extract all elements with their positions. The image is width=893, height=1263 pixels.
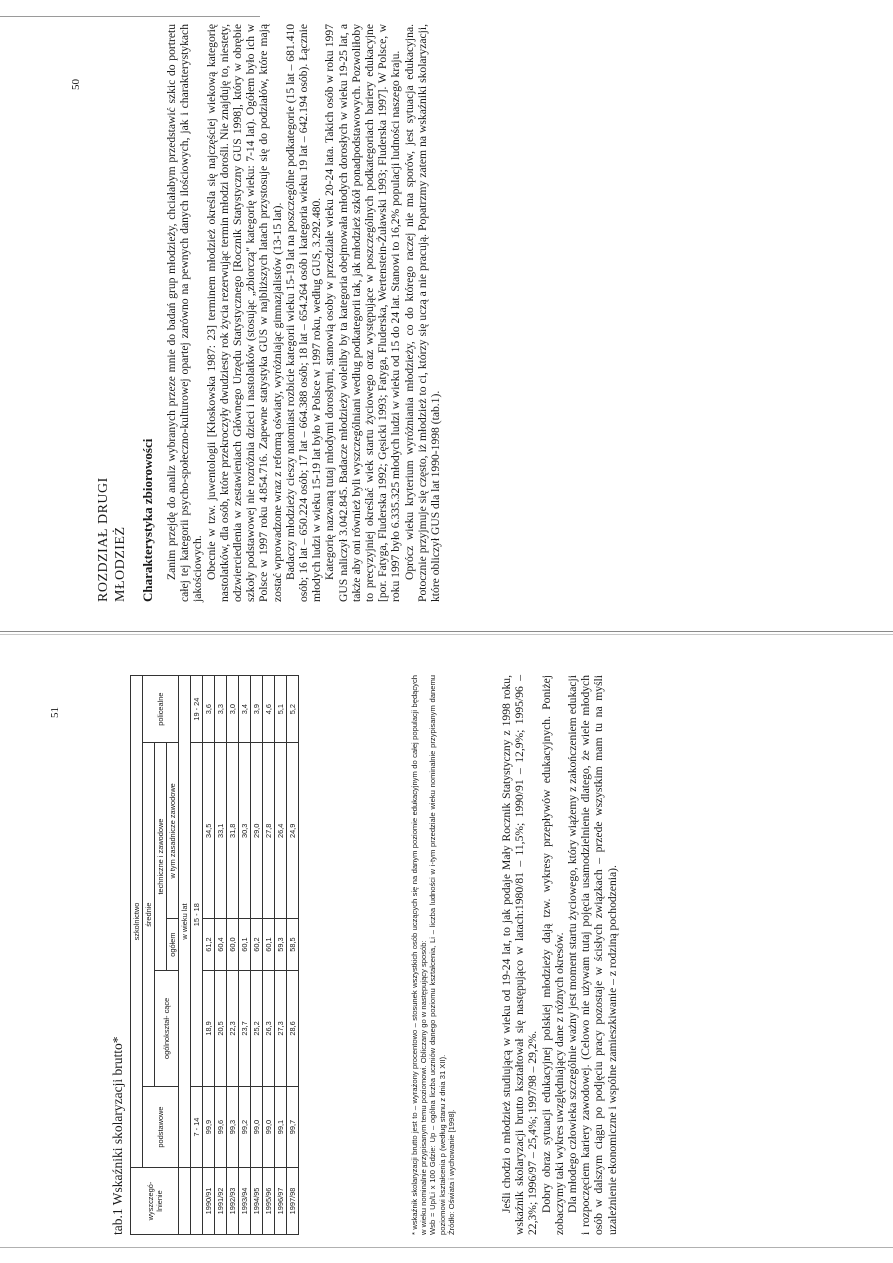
table-cell: 3,4	[239, 676, 251, 743]
table-cell: 99,2	[239, 1087, 251, 1168]
table-row	[215, 676, 227, 1235]
table-cell: 99,6	[215, 1087, 227, 1168]
table-cell: 23,7	[239, 970, 251, 1086]
header-cell: 15 - 18	[191, 743, 203, 1087]
paragraph: Oprócz wieku kryterium wyróżniania młodzieży, co do którego raczej nie ma sporów, jest sytuacja edukacyjna. Potocznie przyjmuje się często, iż młodzież to ci, którzy się uczą a nie pracują. Popatrzmy zatem na wskaźniki skolaryzacji, które obliczył GUS dla lat 1990-1998 (tab.1).	[402, 24, 443, 602]
table-cell: 34,5	[203, 743, 215, 919]
table-cell: 25,2	[251, 970, 263, 1086]
table-cell: 99,3	[227, 1087, 239, 1168]
table-cell: 60,0	[227, 919, 239, 970]
table-row	[239, 676, 251, 1235]
table-cell: 5,1	[275, 676, 287, 743]
header-cell: w wieku lat	[179, 676, 191, 1168]
table-row	[275, 676, 287, 1235]
table-footnotes	[410, 675, 456, 1235]
table-cell: 28,6	[287, 970, 299, 1086]
table-cell: 1996/97	[275, 1168, 287, 1235]
paragraph: Kategorię nazwaną tutaj młodymi dorosłymi, stanowią osoby w przedziale wieku 20-24 lata. Takich osób w roku 1997 GUS naliczył 3.042.845. Badacze młodzieży woleliby by ta kategoria obejmowała młodych dorosłych w wieku 19-25 lat, a także aby oni również byli wyszczególniani według podkategorii tak, jak młodzież szkół ponadpodstawowych. Pozwoliłoby to precyzyjniej określać wiek startu życiowego oraz występujące w poszczególnych podkategoriach bariery edukacyjne [por. Fatyga, Fluderska 1992; Gęsicki 1993; Fatyga, Fluderska, Wertenstein-Żuławski 1993; Fluderska 1997]. W Polsce, w roku 1997 było 6.335.325 młodych ludzi w wieku od 15 do 24 lat. Stanowi to 16,2% populacji ludności naszego kraju.	[323, 24, 403, 602]
table-row	[227, 676, 239, 1235]
table-row	[203, 676, 215, 1235]
footnote-source: Źródło: Oświata i wychowanie [1998].	[446, 1109, 456, 1235]
paragraph: Dla młodego człowieka szczególnie ważny jest moment startu życiowego, który wiążemy z zakończeniem edukacji i rozpoczęciem kariery zawodowej. (Celowo nie używam tutaj pojęcia usamodzielnienie dlatego, że wiele młodych osób w dalszym ciągu po podjęciu pracy pozostaje w ścisłych związkach – przede wszystkim mam tu na myśli uzależnienie ekonomiczne i wspólne zamieszkiwanie – z rodziną pochodzenia).	[566, 675, 619, 1235]
table-cell: 4,6	[263, 676, 275, 743]
schooling-rates-table	[130, 675, 299, 1235]
table-cell: 22,3	[227, 970, 239, 1086]
page-50	[0, 0, 893, 625]
header-cell: podstawowe	[143, 1087, 179, 1168]
chapter-subtitle: MŁODZIEŻ	[113, 526, 128, 602]
table-cell: 33,1	[215, 743, 227, 919]
table-cell: 1992/93	[227, 1168, 239, 1235]
table-cell: 99,1	[275, 1087, 287, 1168]
paragraph: Dobry obraz sytuacji edukacyjnej polskiej młodzieży dają tzw. wykresy przepływów edukacyjnych. Poniżej zobaczymy taki wykres uwzględniający dane z różnych okresów.	[539, 675, 566, 1235]
header-cell: ogólnokształ- cące	[155, 970, 179, 1086]
page-number: 51	[49, 707, 61, 718]
table-cell: 58,5	[287, 919, 299, 970]
table-cell: 99,7	[287, 1087, 299, 1168]
table-row	[287, 676, 299, 1235]
header-cell	[179, 1168, 191, 1235]
header-cell	[191, 1168, 203, 1235]
table-cell: 5,2	[287, 676, 299, 743]
table-cell: 60,1	[239, 919, 251, 970]
table-cell: 18,9	[203, 970, 215, 1086]
footnote: Wsb = Up/Li x 100 Gdzie: Up – ogólna liczba uczniów danego poziomu kształcenia, Li – liczba ludności w i-tym przedziale wieku nominalnie przypisanym danemu poziomowi kształcenia p (według stanu z dnia 31 XII).	[428, 675, 447, 1235]
footnote: * wskaźnik skolaryzacji brutto jest to – wyrażony procentowo – stosunek wszystkich osób uczących się na danym poziomie edukacyjnym do całej populacji będących w wieku nominalnie przypisanym temu poziomowi. Obliczany go w następujący sposób:	[410, 675, 429, 1235]
table-cell: 99,0	[263, 1087, 275, 1168]
table-cell: 27,3	[275, 970, 287, 1086]
table-cell: 27,8	[263, 743, 275, 919]
page-number-51	[45, 707, 63, 718]
header-cell: wyszczegó- lnienie	[131, 1168, 179, 1235]
page-51-body	[500, 675, 619, 1235]
page-divider-2	[0, 634, 893, 635]
page-number: 50	[70, 79, 82, 90]
table-row	[251, 676, 263, 1235]
header-cell: 7 - 14	[191, 1087, 203, 1168]
chapter-heading	[95, 22, 129, 602]
table-cell: 60,1	[263, 919, 275, 970]
table-cell: 59,3	[275, 919, 287, 970]
header-cell: 19 - 24	[191, 676, 203, 743]
header-cell: w tym zasadnicze zawodowe	[167, 743, 179, 919]
table-cell: 3,0	[227, 676, 239, 743]
header-cell: ogółem	[167, 919, 179, 970]
table-cell: 20,5	[215, 970, 227, 1086]
table-wrap	[130, 675, 299, 1235]
table-cell: 24,9	[287, 743, 299, 919]
table-cell: 31,8	[227, 743, 239, 919]
table-cell: 1994/95	[251, 1168, 263, 1235]
table-cell: 3,6	[203, 676, 215, 743]
table-cell: 99,0	[251, 1087, 263, 1168]
header-cell: średnie	[143, 743, 155, 1087]
paragraph: Badaczy młodzieży cieszy natomiast rozbicie kategorii wieku 15-19 lat na poszczególne podkategorie (15 lat – 681.410 osób; 16 lat – 650.224 osób; 17 lat – 664.388 osób; 18 lat – 654.264 osób i kategoria wieku 19 lat – 642.194 osób). Łącznie młodych ludzi w wieku 15-19 lat było w Polsce w 1997 roku, według GUS, 3.292.480.	[283, 24, 324, 602]
table-cell: 26,4	[275, 743, 287, 919]
table-cell: 26,3	[263, 970, 275, 1086]
page-51	[0, 638, 893, 1263]
table-cell: 1991/92	[215, 1168, 227, 1235]
section-heading	[140, 22, 156, 602]
page-51-content	[0, 638, 893, 1253]
page-50-content	[0, 0, 893, 620]
table-cell: 60,2	[251, 919, 263, 970]
header-cell: policealne	[143, 676, 179, 743]
table-cell: 61,2	[203, 919, 215, 970]
paragraph: Jeśli chodzi o młodzież studiującą w wieku od 19-24 lat, to jak podaje Mały Rocznik Statystyczny z 1998 roku, wskaźnik skolaryzacji brutto kształtował się następująco w latach:1980/81 – 11,5%; 1990/91 – 12,9%; 1995/96 – 22,3%; 1996/97 – 25,4%; 1997/98 – 29,2%.	[500, 675, 540, 1235]
chapter-title: ROZDZIAŁ DRUGI	[96, 477, 111, 602]
table-cell: 1993/94	[239, 1168, 251, 1235]
section-title: Charakterystyka zbiorowości	[140, 438, 155, 602]
table-cell: 1990/91	[203, 1168, 215, 1235]
table-title: tab.1 Wskaźniki skolaryzacji brutto*	[110, 1036, 125, 1235]
table-caption	[110, 675, 126, 1235]
paragraph: Zanim przejdę do analiz wybranych przeze mnie do badań grup młodzieży, chciałabym przedstawić szkic do portretu całej tej kategorii psycho-społeczno-kulturowej opartej zarówno na pewnych danych ilościowych, jak i charakterystykach jakościowych.	[165, 24, 205, 602]
paragraph: Obecnie w tzw. juwentologii [Kłoskowska 1987: 23] terminem młodzież określa się najczęściej wiekową kategorię nastolatków, dla osób, które przekroczyły dwudziesty rok życia rezerwując termin młodzi dorośli. Nie znajduję to, niestety, odzwierciedlenia w zestawieniach Głównego Urzędu Statystycznego [Rocznik Statystyczny GUS 1998], który w obrębie szkoły podstawowej nie rozróżnia dzieci i nastolatków (stosując „zbiorczą" kategorię wieku: 7-14 lat). Ogółem było ich w Polsce w 1997 roku 4.854.716. Zapewne statystyka GUS w najbliższych latach przystosuje się do podziałów, które mają zostać wprowadzone wraz z reformą oświaty, wyróżniając gimnazjalistów (13-15 lat).	[204, 24, 284, 602]
header-cell: szkolnictwo	[131, 676, 143, 1168]
table-cell: 1995/96	[263, 1168, 275, 1235]
table-row	[263, 676, 275, 1235]
table-cell: 3,9	[251, 676, 263, 743]
table-cell: 99,9	[203, 1087, 215, 1168]
page-divider	[0, 631, 893, 632]
page-50-body	[165, 24, 442, 602]
table-cell: 29,0	[251, 743, 263, 919]
table-cell: 60,4	[215, 919, 227, 970]
table-cell: 30,3	[239, 743, 251, 919]
header-cell: techniczne i zawodowe	[155, 743, 167, 971]
table-cell: 3,3	[215, 676, 227, 743]
table-cell: 1997/98	[287, 1168, 299, 1235]
